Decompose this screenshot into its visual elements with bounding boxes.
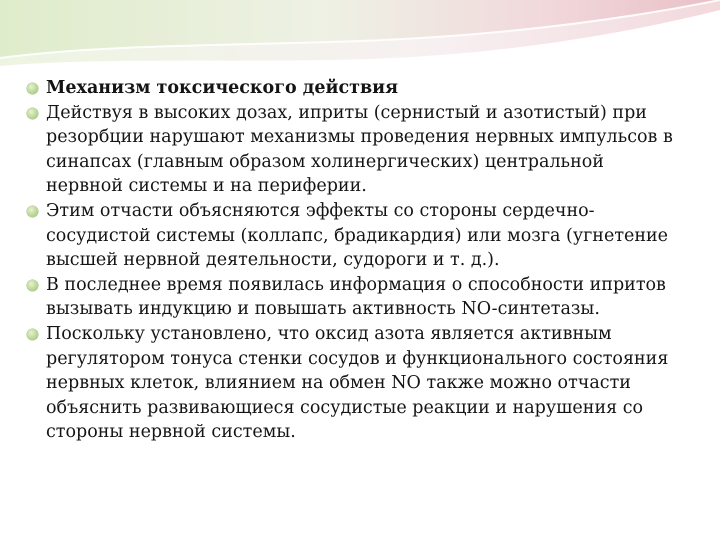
bullet-dot-icon: [27, 108, 38, 119]
bullet-dot-icon: [27, 83, 38, 94]
bullet-dot-icon: [27, 329, 38, 340]
slide-content: [26, 76, 686, 445]
bullet-item: [26, 322, 686, 445]
bullet-item: [26, 76, 686, 101]
bullet-text: Механизм токсического действия: [46, 78, 399, 98]
bullet-item: [26, 199, 686, 273]
bullet-list: [26, 76, 686, 445]
bullet-dot-icon: [27, 206, 38, 217]
bullet-text: Поскольку установлено, что оксид азота является активным регулятором тонуса стенки сосудов и функционального состояния нервных клеток, влиянием на обмен NO также можно отчасти объяснить развивающиеся сосудистые реакции и нарушения со стороны нервной системы.: [46, 323, 669, 443]
bullet-text: Действуя в высоких дозах, иприты (сернистый и азотистый) при резорбции нарушают механизмы проведения нервных импульсов в синапсах (главным образом холинергических) центральной нервной системы и на периферии.: [46, 102, 673, 197]
bullet-dot-icon: [27, 280, 38, 291]
bullet-item: [26, 273, 686, 322]
bullet-text: Этим отчасти объясняются эффекты со стороны сердечно-сосудистой системы (коллапс, брадикардия) или мозга (угнетение высшей нервной деятельности, судороги и т. д.).: [46, 200, 669, 271]
bullet-item: [26, 101, 686, 199]
bullet-text: В последнее время появилась информация о способности ипритов вызывать индукцию и повышать активность NO-синтетазы.: [46, 274, 666, 320]
